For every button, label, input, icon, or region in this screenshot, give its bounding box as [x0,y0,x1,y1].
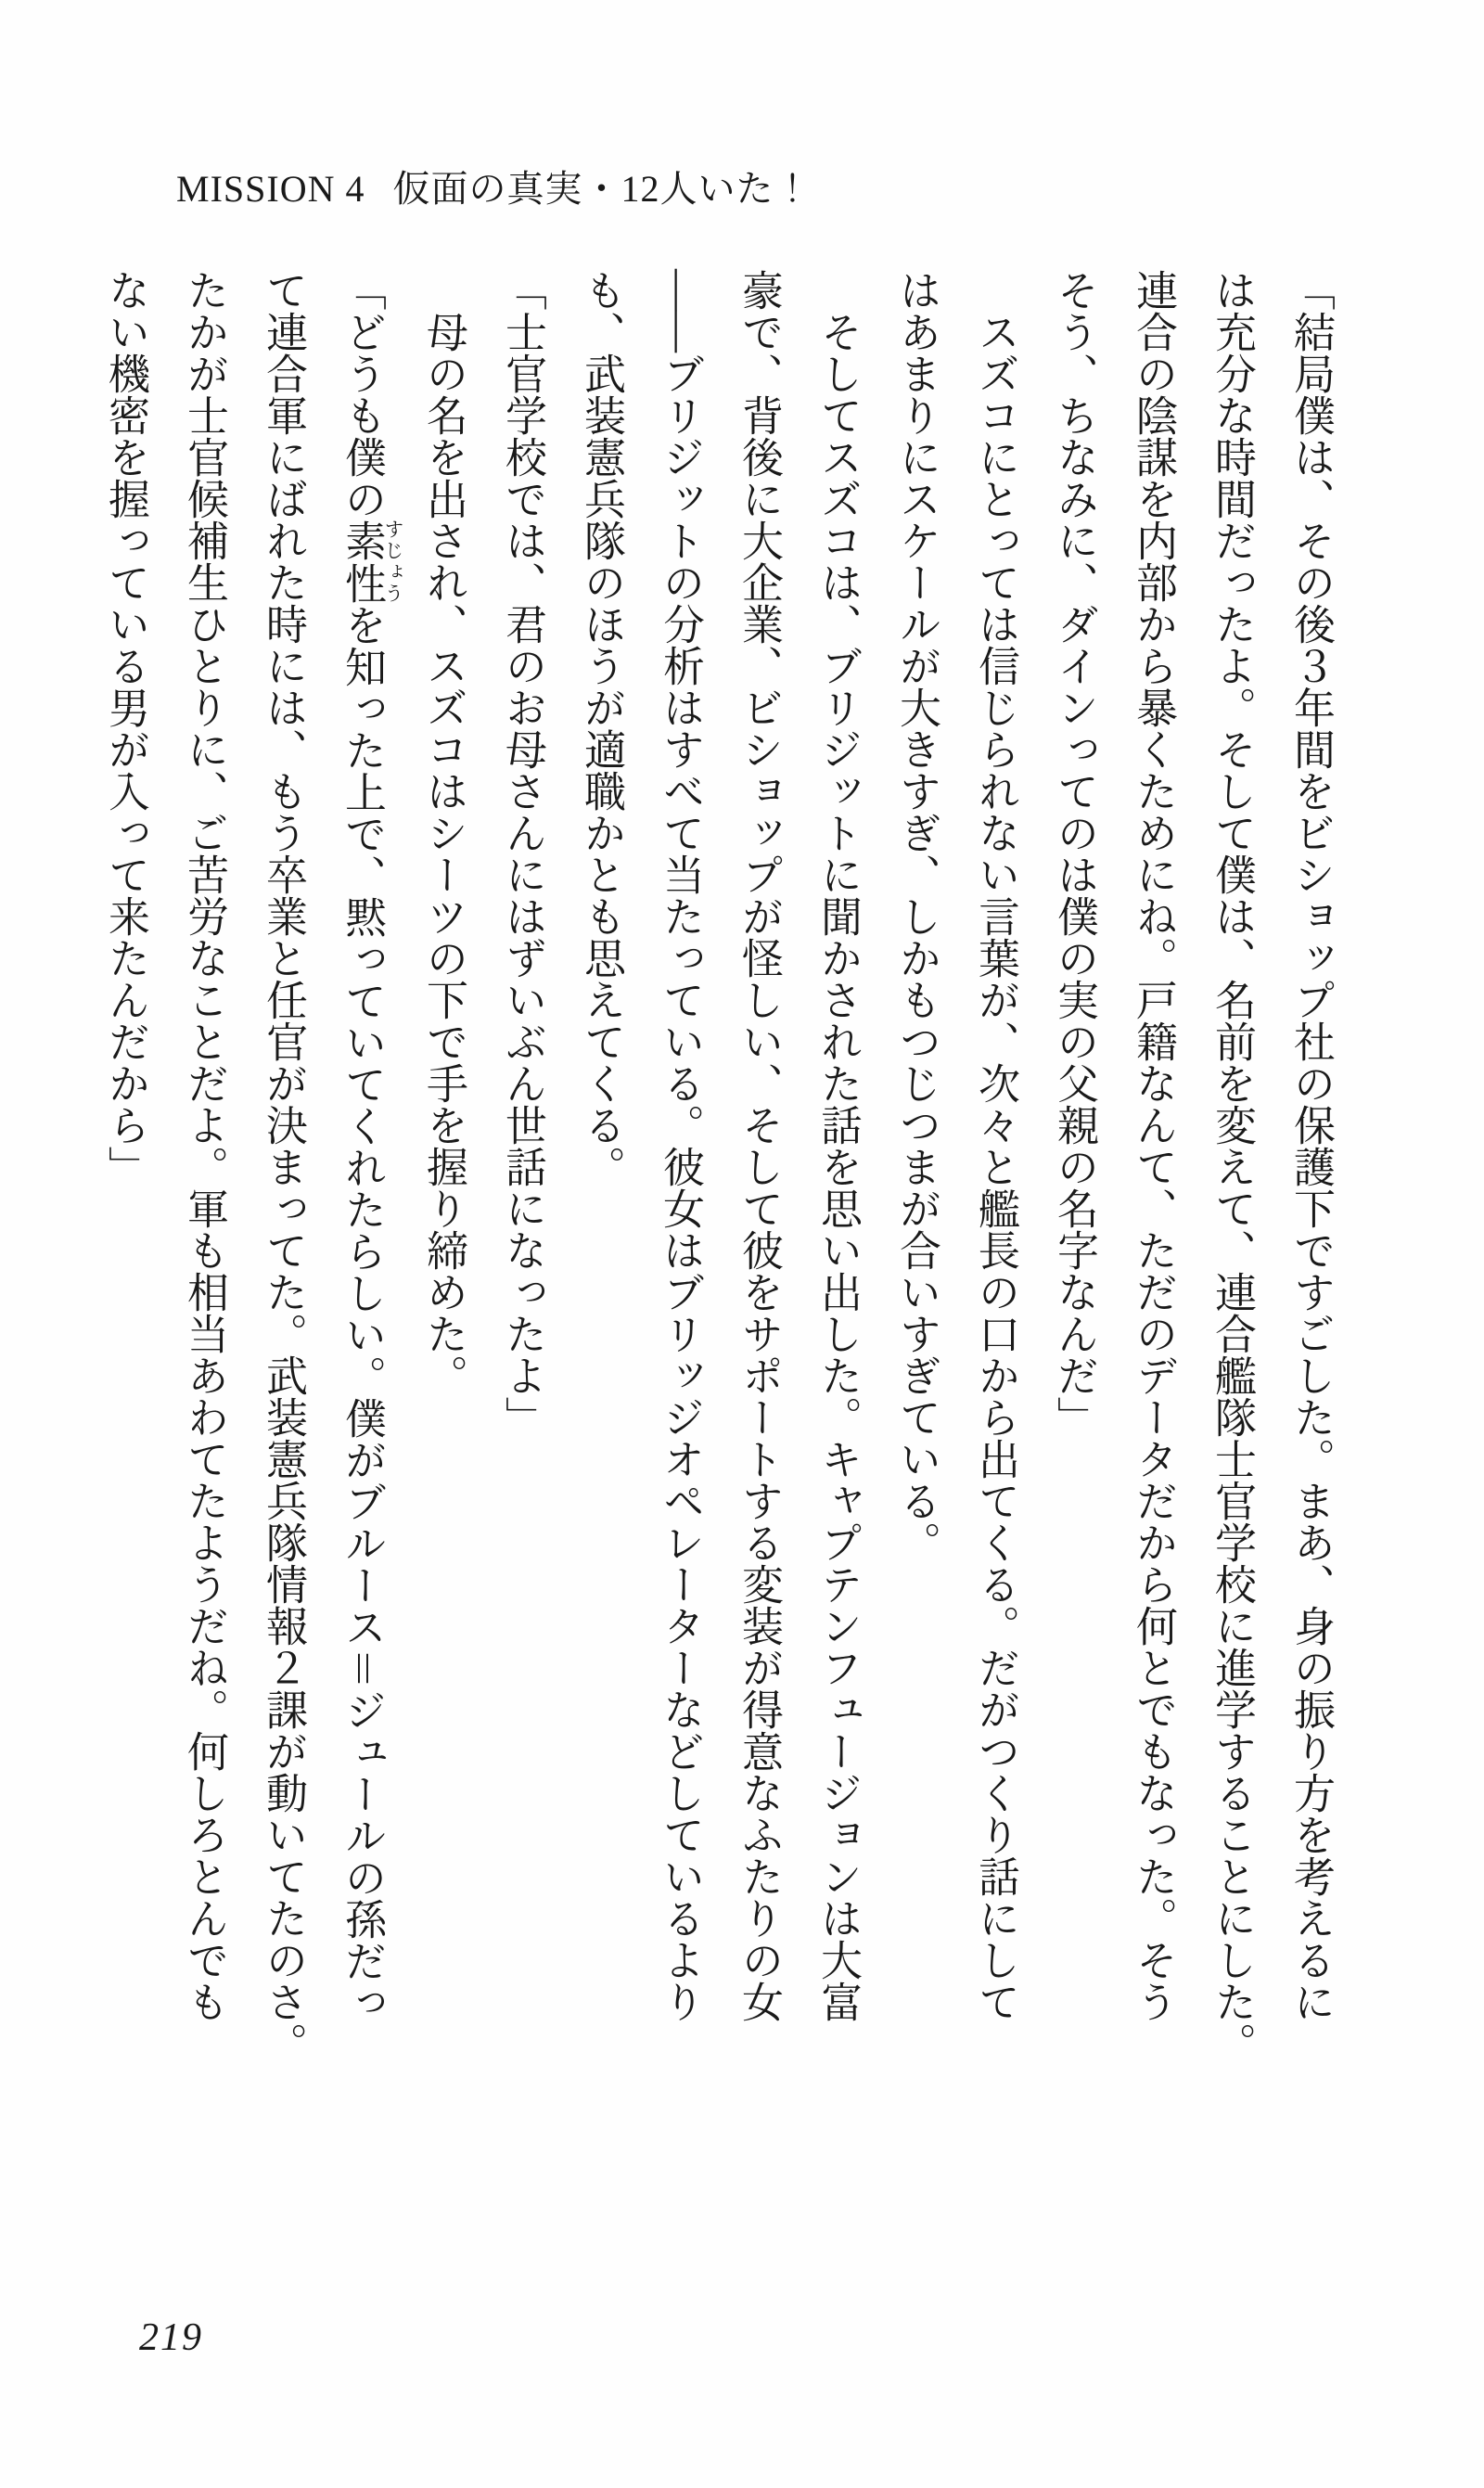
ruby-annotation: 素性すじょう [339,519,404,605]
text-line: 連合の陰謀を内部から暴くためにね。戸籍なんて、ただのデータだから何とでもなった。そう [1130,269,1176,2022]
paragraph [403,269,482,2064]
text-line: 豪で、背後に大企業、ビショップが怪しい、そして彼をサポートする変装が得意なふたりの女 [736,269,782,2022]
text-line: ――ブリジットの分析はすべて当たっている。彼女はブリッジオペレーターなどしているより [657,269,703,2022]
text-line: 「どうも僕の素性すじょうを知った上で、黙っていてくれたらしい。僕がブルース＝ジュールの孫だっ [339,269,404,2024]
text-line: そしてスズコは、ブリジットに聞かされた話を思い出した。キャプテンフュージョンは大富 [814,269,861,2022]
text-line: たかが士官候補生ひとりに、ご苦労なことだよ。軍も相当あわてたようだね。何しろとんでも [181,269,227,2022]
text-line: て連合軍にばれた時には、もう卒業と任官が決まってた。武装憲兵隊情報２課が動いてたのさ。 [260,269,306,2064]
text-line: はあまりにスケールが大きすぎ、しかもつじつまが合いすぎている。 [893,269,940,1563]
page-number: 219 [139,2316,203,2359]
paragraph [1034,269,1350,2064]
text-line: は充分な時間だったよ。そして僕は、名前を変えて、連合艦隊士官学校に進学することにした。 [1209,269,1255,2064]
text-line: 「結局僕は、その後３年間をビショップ社の保護下ですごした。まあ、身の振り方を考えるに [1287,269,1334,2022]
chapter-title: 仮面の真実・12人いた！ [392,168,812,210]
mission-label: MISSION 4 [176,168,365,210]
text-line: 母の名を出され、スズコはシーツの下で手を握り締めた。 [420,269,467,1396]
text-line: そう、ちなみに、ダインってのは僕の実の父親の名字なんだ」 [1051,269,1097,1438]
text-line: 「士官学校では、君のお母さんにはずいぶん世話になったよ」 [499,269,545,1438]
running-header [176,167,812,212]
text-block [85,269,1350,2064]
text-line: も、武装憲兵隊のほうが適職かとも思えてくる。 [578,269,624,1187]
paragraph [85,269,403,2064]
paragraph [876,269,1034,2064]
paragraph [561,269,876,2064]
paragraph [482,269,561,2064]
text-line: ない機密を握っている男が入って来たんだから」 [102,269,148,1187]
text-line: スズコにとっては信じられない言葉が、次々と艦長の口から出てくる。だがつくり話にして [972,269,1018,2022]
